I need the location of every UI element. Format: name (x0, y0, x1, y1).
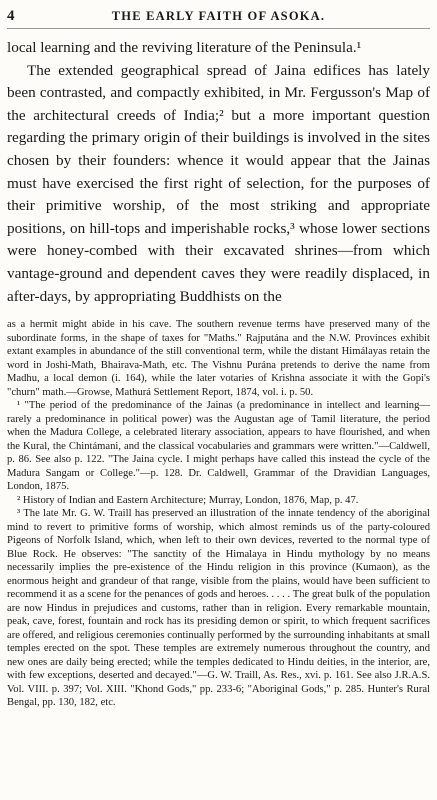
footnote-continued: as a hermit might abide in his cave. The southern revenue terms have preserved many of the subordinate forms, in the shape of taxes for "Maths." Rajputána and the N.W. Provinces exhibit extant examples in abundance of the still conventional term, while the distant Himálayas retain the word in Joshi-Math, Bhairava-Math, etc. The Vishnu Purána pretends to derive the name from Madhu, a local demon (i. 164), while the later votaries of Krishna associate it with the Gopi's "churn" math.—Growse, Mathurá Settlement Report, 1874, vol. i. p. 50. (7, 319, 430, 398)
footnote-1: ¹ "The period of the predominance of the Jainas (a predominance in intellect and learning—rarely a predominance in political power) was the Augustan age of Tamil literature, the period when the Madura College, a celebrated literary association, appears to have flourished, and when the Kural, the Chintámani, and the classical vocabularies and grammars were written."—Caldwell, p. 86. See also p. 122. "The Jaina cycle. I might perhaps have called this instead the cycle of the Madura Sangam or College."—p. 128. Dr. Caldwell, Grammar of the Dravidian Languages, London, 1875. (7, 400, 430, 493)
footnote-2: ² History of Indian and Eastern Architecture; Murray, London, 1876, Map, p. 47. (17, 494, 359, 506)
main-text (7, 37, 430, 308)
footnotes (7, 318, 430, 710)
section-gap (7, 308, 430, 318)
footnote-3: ³ The late Mr. G. W. Traill has preserved an illustration of the innate tendency of the aboriginal mind to revert to primitive forms of worship, which almost reminds us of the party-coloured Pigeons of Norfolk Island, which, when left to their own devices, reverted to the normal type of Blue Rock. He observes: "The sanctity of the Himalaya in Hindu mythology by no means necessarily implies the pre-existence of the Hindu religion in this province (Kumaon), as the enormous height and grandeur of that range, visible from the plains, would have been sufficient to recommend it as a scene for the penances of gods and heroes. . . . . The great bulk of the population are now Hindus in prejudices and customs, rather than in religion. Every remarkable mountain, peak, cave, forest, fountain and rock has its presiding demon or spirit, to which frequent sacrifices are offered, and religious ceremonies continually performed by the surrounding inhabitants at small temples erected on the spot. These temples are extremely numerous throughout the country, and new ones are daily being erected; while the temples dedicated to Hindu deities, in the interior, are, with few exceptions, deserted and decayed."—G. W. Traill, As. Res., xvi. p. 161. See also J.R.A.S. Vol. VIII. p. 397; Vol. XIII. "Khond Gods," pp. 233-6; "Aboriginal Gods," p. 285. Hunter's Rural Bengal, pp. 130, 182, etc. (7, 508, 430, 709)
body-paragraph: The extended geographical spread of Jaina edifices has lately been contrasted, and compactly exhibited, in Mr. Fergusson's Map of the architectural creeds of India;² but a more important question regarding the primary origin of their buildings is involved in the sites chosen by their founders: whence it would appear that the Jainas must have exercised the first right of selection, for the purposes of their primitive worship, of the most striking and appropriate positions, on hill-tops and imperishable rocks,³ whose lower sections were honey-combed with their excavated shrines—from which vantage-ground and dependent caves they were readily displaced, in after-days, by appropriating Buddhists on the (7, 61, 430, 305)
running-head: THE EARLY FAITH OF ASOKA. (111, 9, 326, 23)
body-paragraph-continued: local learning and the reviving literature of the Peninsula.¹ (7, 39, 362, 56)
page-number: 4 (7, 8, 15, 24)
page-header (7, 6, 430, 29)
